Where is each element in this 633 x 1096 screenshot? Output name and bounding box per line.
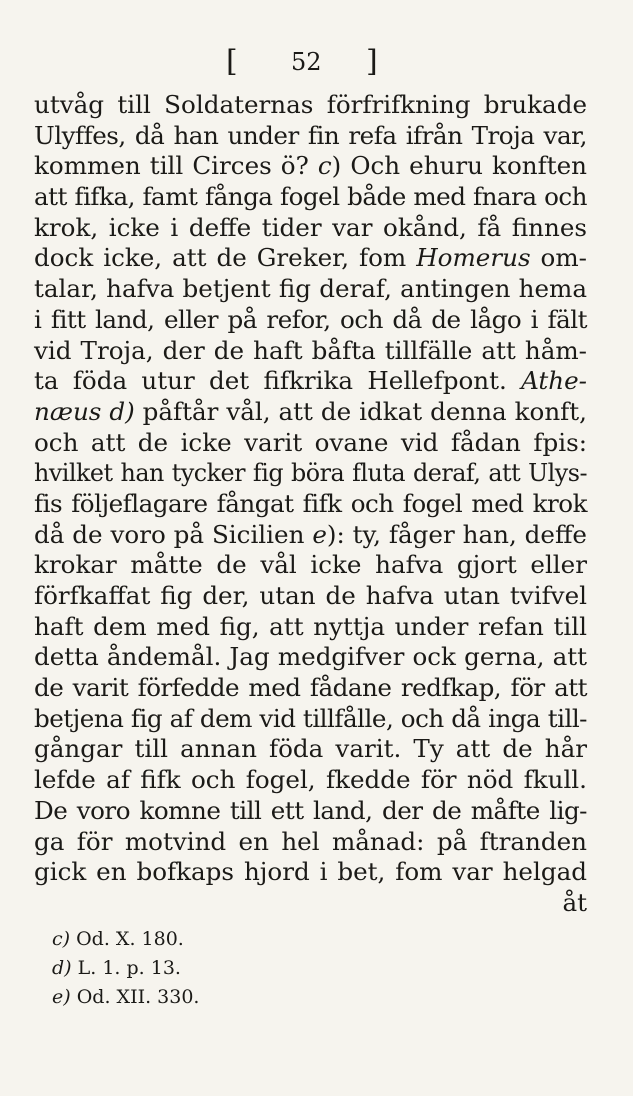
text-line <box>34 857 587 888</box>
text-run: Ulyffes, då han under fin refa ifrån Troja var, <box>34 120 587 150</box>
text-line <box>34 121 587 152</box>
text-run: om- <box>530 243 587 273</box>
text-line <box>34 274 587 305</box>
text-run: då de voro på Sicilien <box>34 519 313 549</box>
text-line <box>34 673 587 704</box>
text-line <box>34 827 587 858</box>
text-run: kommen till Circes ö? <box>34 151 318 181</box>
text-run: krok, icke i deffe tider var okånd, få finnes <box>34 212 587 242</box>
text-line <box>34 581 587 612</box>
page-number: 52 <box>291 48 322 76</box>
text-run: ga för motvind en hel månad: på ftranden <box>34 826 587 856</box>
text-line <box>34 489 587 520</box>
text-run: förfkaffat fig der, utan de hafva utan tvifvel <box>34 581 587 610</box>
text-run: i fitt land, eller på refor, och då de lågo i fält <box>34 304 587 334</box>
text-line <box>34 213 587 244</box>
italic-run: Athe- <box>521 366 587 396</box>
text-run: fis följeflagare fångat fifk och fogel med krok <box>34 488 587 518</box>
italic-run: Homerus <box>416 243 531 273</box>
text-run: betjena fig af dem vid tillfålle, och då inga till- <box>34 703 587 733</box>
footnote-mark: d) <box>52 957 72 979</box>
text-run: att fifka, famt fånga fogel både med fnara och <box>34 182 587 212</box>
text-run: dock icke, att de Greker, fom <box>34 243 417 273</box>
footnotes <box>52 925 352 1012</box>
text-line <box>34 397 587 428</box>
text-run: hvilket han tycker fig böra fluta deraf, att Ulys- <box>34 459 587 488</box>
text-line <box>34 734 587 765</box>
text-line <box>34 305 587 336</box>
header-bracket-left: [ <box>226 44 238 79</box>
text-run: vid Troja, der de haft båfta tillfälle att håm- <box>34 335 587 365</box>
text-line <box>34 428 587 459</box>
text-line <box>34 520 587 551</box>
text-line <box>34 704 587 735</box>
text-line <box>34 765 587 796</box>
text-line <box>34 151 587 182</box>
text-run: detta åndemål. Jag medgifver ock gerna, att <box>34 642 587 672</box>
footnote <box>52 954 352 983</box>
text-run: gångar till annan föda varit. Ty att de hår <box>34 734 587 764</box>
text-run: och att de icke varit ovane vid fådan fpis: <box>34 427 587 457</box>
text-run: de varit förfedde med fådane redfkap, för att <box>34 673 587 703</box>
text-line <box>34 336 587 367</box>
italic-run: e <box>312 519 327 549</box>
footnote <box>52 925 352 954</box>
text-run: krokar måtte de vål icke hafva gjort eller <box>34 550 587 580</box>
text-line <box>34 612 587 643</box>
text-run: ) Och ehuru konften <box>331 151 587 181</box>
text-run: utvåg till Soldaternas förfrifkning brukade <box>34 90 587 119</box>
footnote-text: L. 1. p. 13. <box>77 957 181 979</box>
text-run: De voro komne till ett land, der de måfte lig- <box>34 795 587 825</box>
body-text <box>34 90 587 919</box>
text-run: ): ty, fåger han, deffe <box>326 519 587 549</box>
text-line <box>34 642 587 673</box>
catchword: åt <box>562 887 587 917</box>
italic-run: c <box>317 151 332 181</box>
text-run: gick en bofkaps hjord i bet, fom var helgad <box>34 857 587 887</box>
text-line <box>34 366 587 397</box>
text-line <box>34 243 587 274</box>
footnote <box>52 983 352 1012</box>
text-line <box>34 90 587 121</box>
footnote-text: Od. X. 180. <box>76 928 184 950</box>
text-line <box>34 458 587 489</box>
header-bracket-right: ] <box>366 44 378 79</box>
footnote-mark: e) <box>52 986 71 1008</box>
text-line <box>34 550 587 581</box>
text-run: ta föda utur det fifkrika Hellefpont. <box>34 366 522 396</box>
text-run: haft dem med fig, att nyttja under refan till <box>34 611 587 641</box>
text-run: lefde af fifk och fogel, fkedde för nöd fkull. <box>34 765 587 795</box>
italic-run: næus d) <box>34 396 135 426</box>
footnote-text: Od. XII. 330. <box>76 986 200 1008</box>
text-run: talar, hafva betjent fig deraf, antingen hema <box>34 274 587 304</box>
footnote-mark: c) <box>52 928 71 950</box>
page-header <box>0 44 633 84</box>
text-line <box>34 796 587 827</box>
text-run: påftår vål, att de idkat denna konft, <box>134 396 587 426</box>
text-line <box>34 182 587 213</box>
